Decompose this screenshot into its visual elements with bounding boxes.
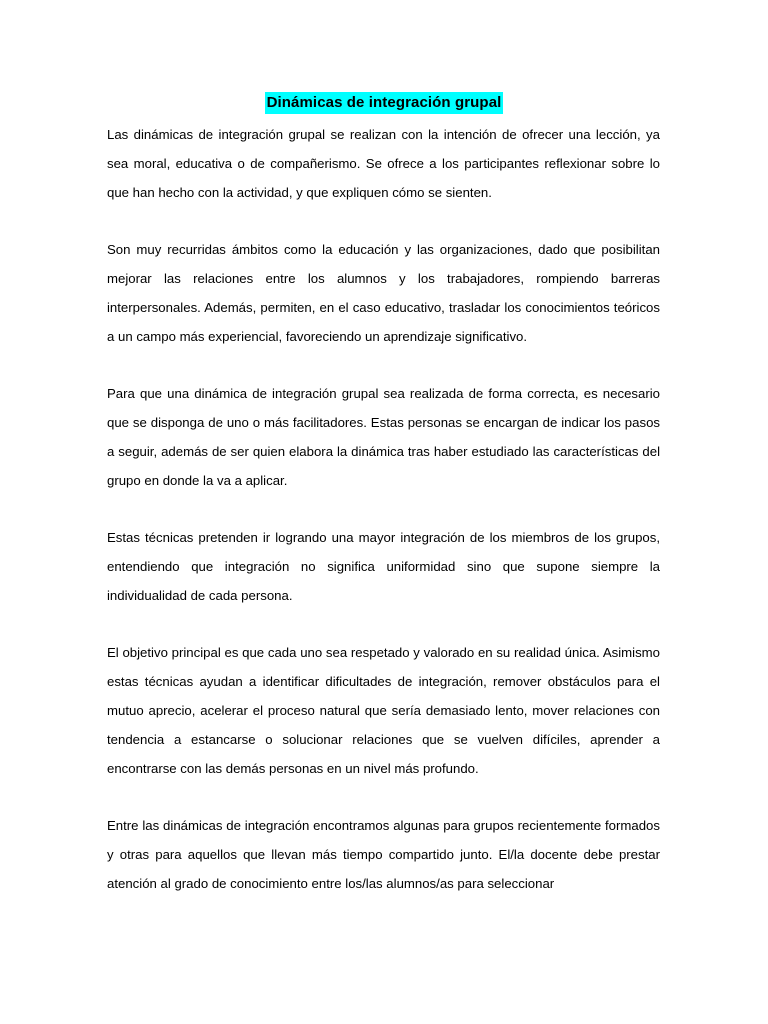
paragraph-2: Son muy recurridas ámbitos como la educación y las organizaciones, dado que posibilitan mejorar las relaciones entre los alumnos y los trabajadores, rompiendo barreras interpersonales. Además, permiten, en el caso educativo, trasladar los conocimientos teóricos a un campo más experiencial, favoreciendo un aprendizaje significativo. xyxy=(107,242,660,344)
paragraph-3: Para que una dinámica de integración grupal sea realizada de forma correcta, es necesario que se disponga de uno o más facilitadores. Estas personas se encargan de indicar los pasos a seguir, además de ser quien elabora la dinámica tras haber estudiado las características del grupo en donde la va a aplicar. xyxy=(107,386,660,488)
paragraph-6: Entre las dinámicas de integración encontramos algunas para grupos recientemente formados y otras para aquellos que llevan más tiempo compartido junto. El/la docente debe prestar atención al grado de conocimiento entre los/las alumnos/as para seleccionar xyxy=(107,818,660,891)
paragraph-4: Estas técnicas pretenden ir logrando una mayor integración de los miembros de los grupos, entendiendo que integración no significa uniformidad sino que supone siempre la individualidad de cada persona. xyxy=(107,530,660,603)
paragraph-5: El objetivo principal es que cada uno sea respetado y valorado en su realidad única. Asimismo estas técnicas ayudan a identificar dificultades de integración, remover obstáculos para el mutuo aprecio, acelerar el proceso natural que sería demasiado lento, mover relaciones con tendencia a estancarse o solucionar relaciones que se vuelven difíciles, aprender a encontrarse con las demás personas en un nivel más profundo. xyxy=(107,645,660,776)
document-body xyxy=(107,120,660,898)
paragraph-1: Las dinámicas de integración grupal se realizan con la intención de ofrecer una lección, ya sea moral, educativa o de compañerismo. Se ofrece a los participantes reflexionar sobre lo que han hecho con la actividad, y que expliquen cómo se sienten. xyxy=(107,127,660,200)
title-container xyxy=(0,92,768,114)
document-title: Dinámicas de integración grupal xyxy=(265,92,504,114)
